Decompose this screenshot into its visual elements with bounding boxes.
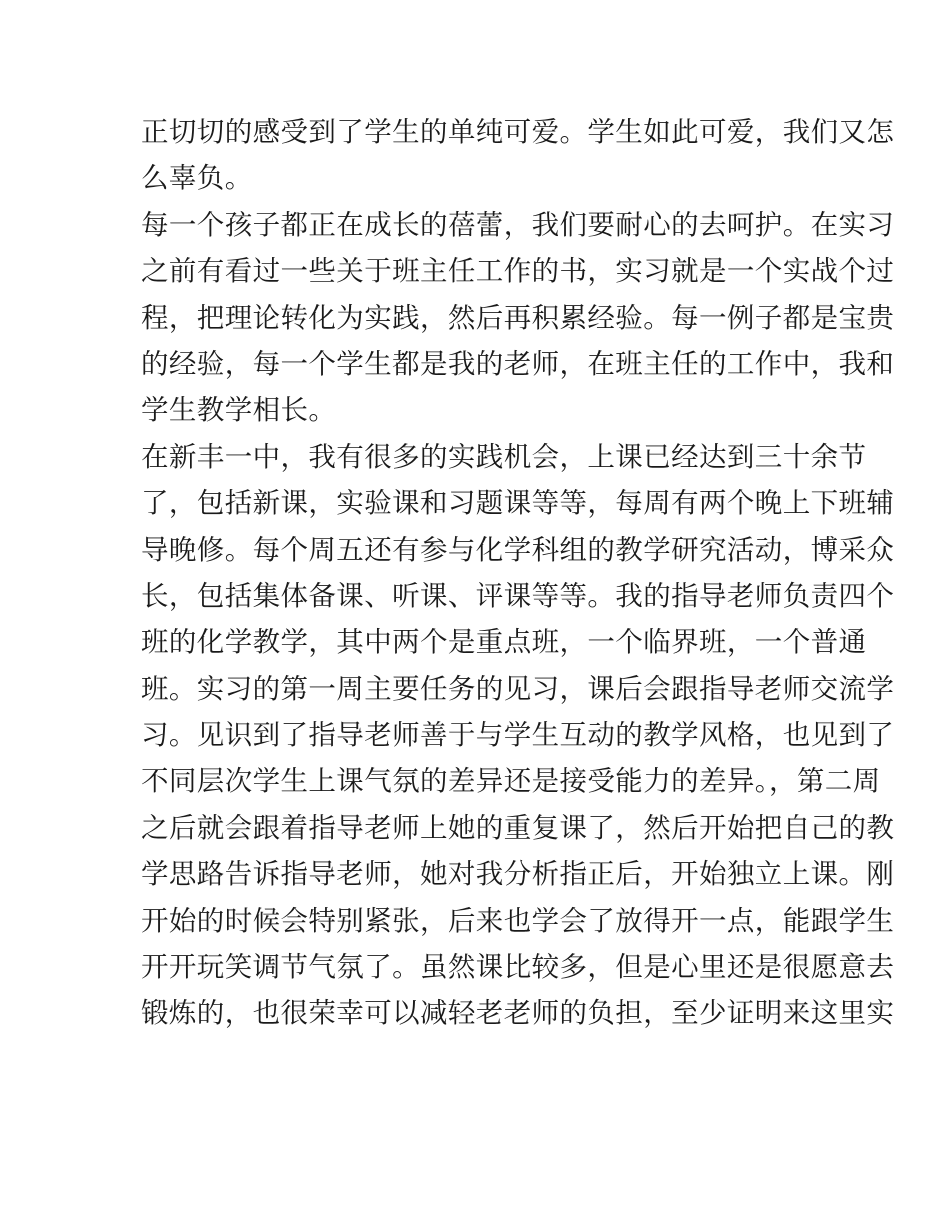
- text-line: 程，把理论转化为实践，然后再积累经验。每一例子都是宝贵: [141, 301, 895, 334]
- text-line: 班的化学教学，其中两个是重点班，一个临界班，一个普通: [141, 626, 867, 659]
- text-line: 之前有看过一些关于班主任工作的书，实习就是一个实战个过: [141, 255, 895, 288]
- text-line: 锻炼的，也很荣幸可以减轻老老师的负担，至少证明来这里实: [141, 997, 895, 1030]
- text-line: 习。见识到了指导老师善于与学生互动的教学风格，也见到了: [141, 719, 895, 752]
- text-line: 么辜负。: [141, 162, 253, 195]
- text-line: 了，包括新课，实验课和习题课等等，每周有两个晚上下班辅: [141, 487, 895, 520]
- text-line: 开开玩笑调节气氛了。虽然课比较多，但是心里还是很愿意去: [141, 951, 895, 984]
- text-line: 正切切的感受到了学生的单纯可爱。学生如此可爱，我们又怎: [141, 116, 895, 148]
- text-line: 的经验，每一个学生都是我的老师，在班主任的工作中，我和: [141, 347, 895, 380]
- text-line: 每一个孩子都正在成长的蓓蕾，我们要耐心的去呵护。在实习: [141, 208, 895, 241]
- body-text: [141, 109, 895, 1037]
- text-line: 不同层次学生上课气氛的差异还是接受能力的差异。，第二周: [141, 765, 881, 798]
- text-line: 学生教学相长。: [141, 394, 337, 427]
- text-line: 之后就会跟着指导老师上她的重复课了，然后开始把自己的教: [141, 811, 895, 844]
- text-line: 导晚修。每个周五还有参与化学科组的教学研究活动，博采众: [141, 533, 895, 566]
- text-line: 长，包括集体备课、听课、评课等等。我的指导老师负责四个: [141, 579, 895, 612]
- text-line: 在新丰一中，我有很多的实践机会，上课已经达到三十余节: [141, 440, 867, 473]
- text-line: 学思路告诉指导老师，她对我分析指正后，开始独立上课。刚: [141, 858, 895, 891]
- text-line: 开始的时候会特别紧张，后来也学会了放得开一点，能跟学生: [141, 904, 895, 937]
- text-line: 班。实习的第一周主要任务的见习，课后会跟指导老师交流学: [141, 672, 895, 705]
